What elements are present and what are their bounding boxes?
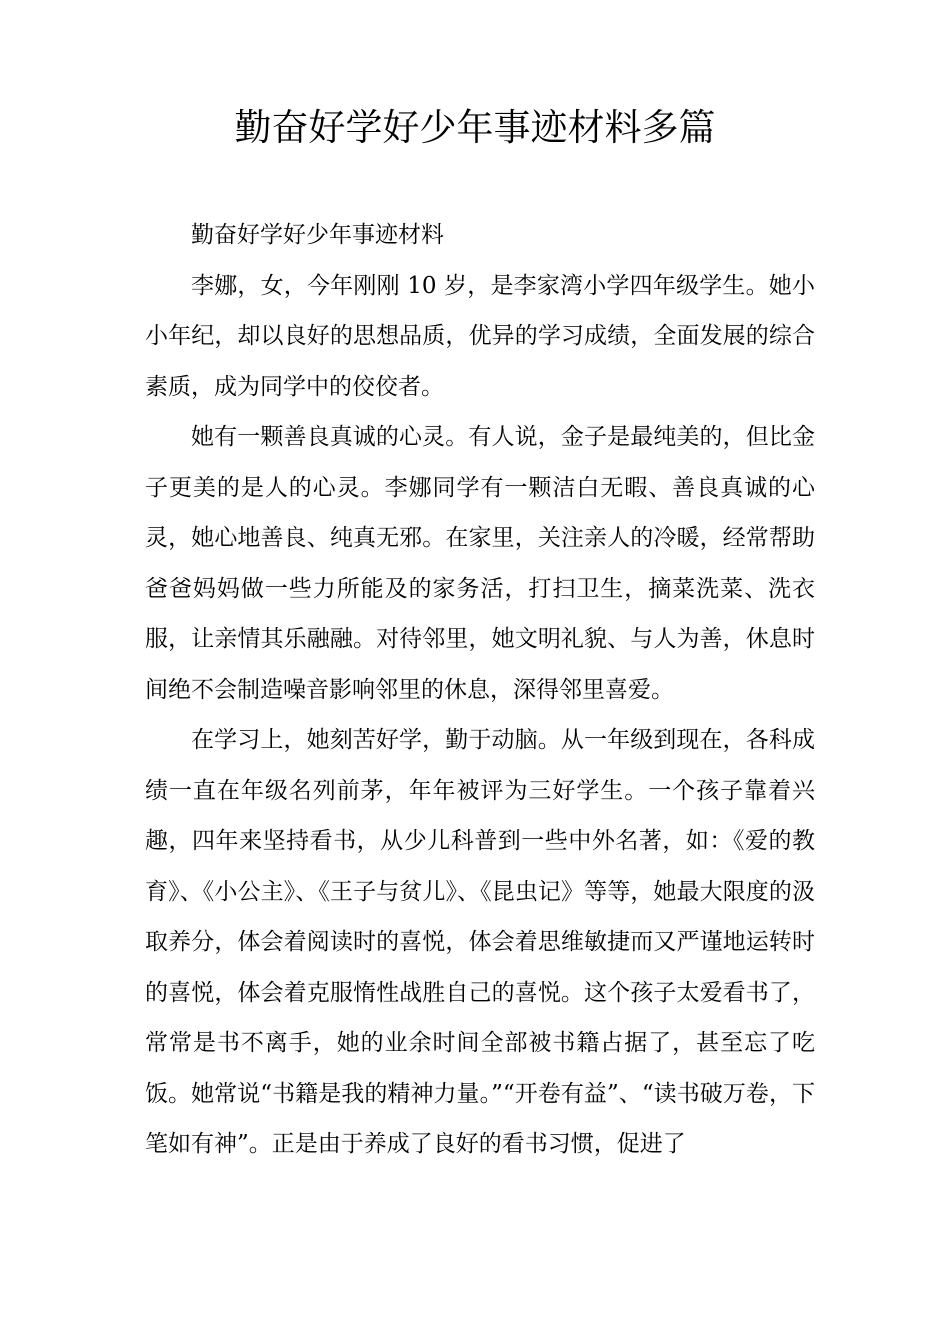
paragraph-subtitle: 勤奋好学好少年事迹材料 [191,222,444,248]
paragraph: 李娜，女，今年刚刚 10 岁，是李家湾小学四年级学生。她小小年纪，却以良好的思想品质，优异的学习成绩，全面发展的综合素质，成为同学中的佼佼者。 [145,272,815,400]
paragraph: 在学习上，她刻苦好学，勤于动脑。从一年级到现在，各科成绩一直在年级名列前茅，年年被评为三好学生。一个孩子靠着兴趣，四年来坚持看书，从少儿科普到一些中外名著，如：《爱的教育》、《小公主》、《王子与贫儿》、《昆虫记》等等，她最大限度的汲取养分，体会着阅读时的喜悦，体会着思维敏捷而又严谨地运转时的喜悦，体会着克服惰性战胜自己的喜悦。这个孩子太爱看书了，常常是书不离手，她的业余时间全部被书籍占据了，甚至忘了吃饭。她常说“书籍是我的精神力量。”“开卷有益”、“读书破万卷，下笔如有神”。正是由于养成了良好的看书习惯，促进了 [145,727,815,1157]
document-title: 勤奋好学好少年事迹材料多篇 [234,106,716,149]
paragraph: 她有一颗善良真诚的心灵。有人说，金子是最纯美的，但比金子更美的是人的心灵。李娜同学有一颗洁白无暇、善良真诚的心灵，她心地善良、纯真无邪。在家里，关注亲人的冷暖，经常帮助爸爸妈妈做一些力所能及的家务活，打扫卫生，摘菜洗菜、洗衣服，让亲情其乐融融。对待邻里，她文明礼貌、与人为善，休息时间绝不会制造噪音影响邻里的休息，深得邻里喜爱。 [145,424,815,703]
document-body [145,210,815,1170]
